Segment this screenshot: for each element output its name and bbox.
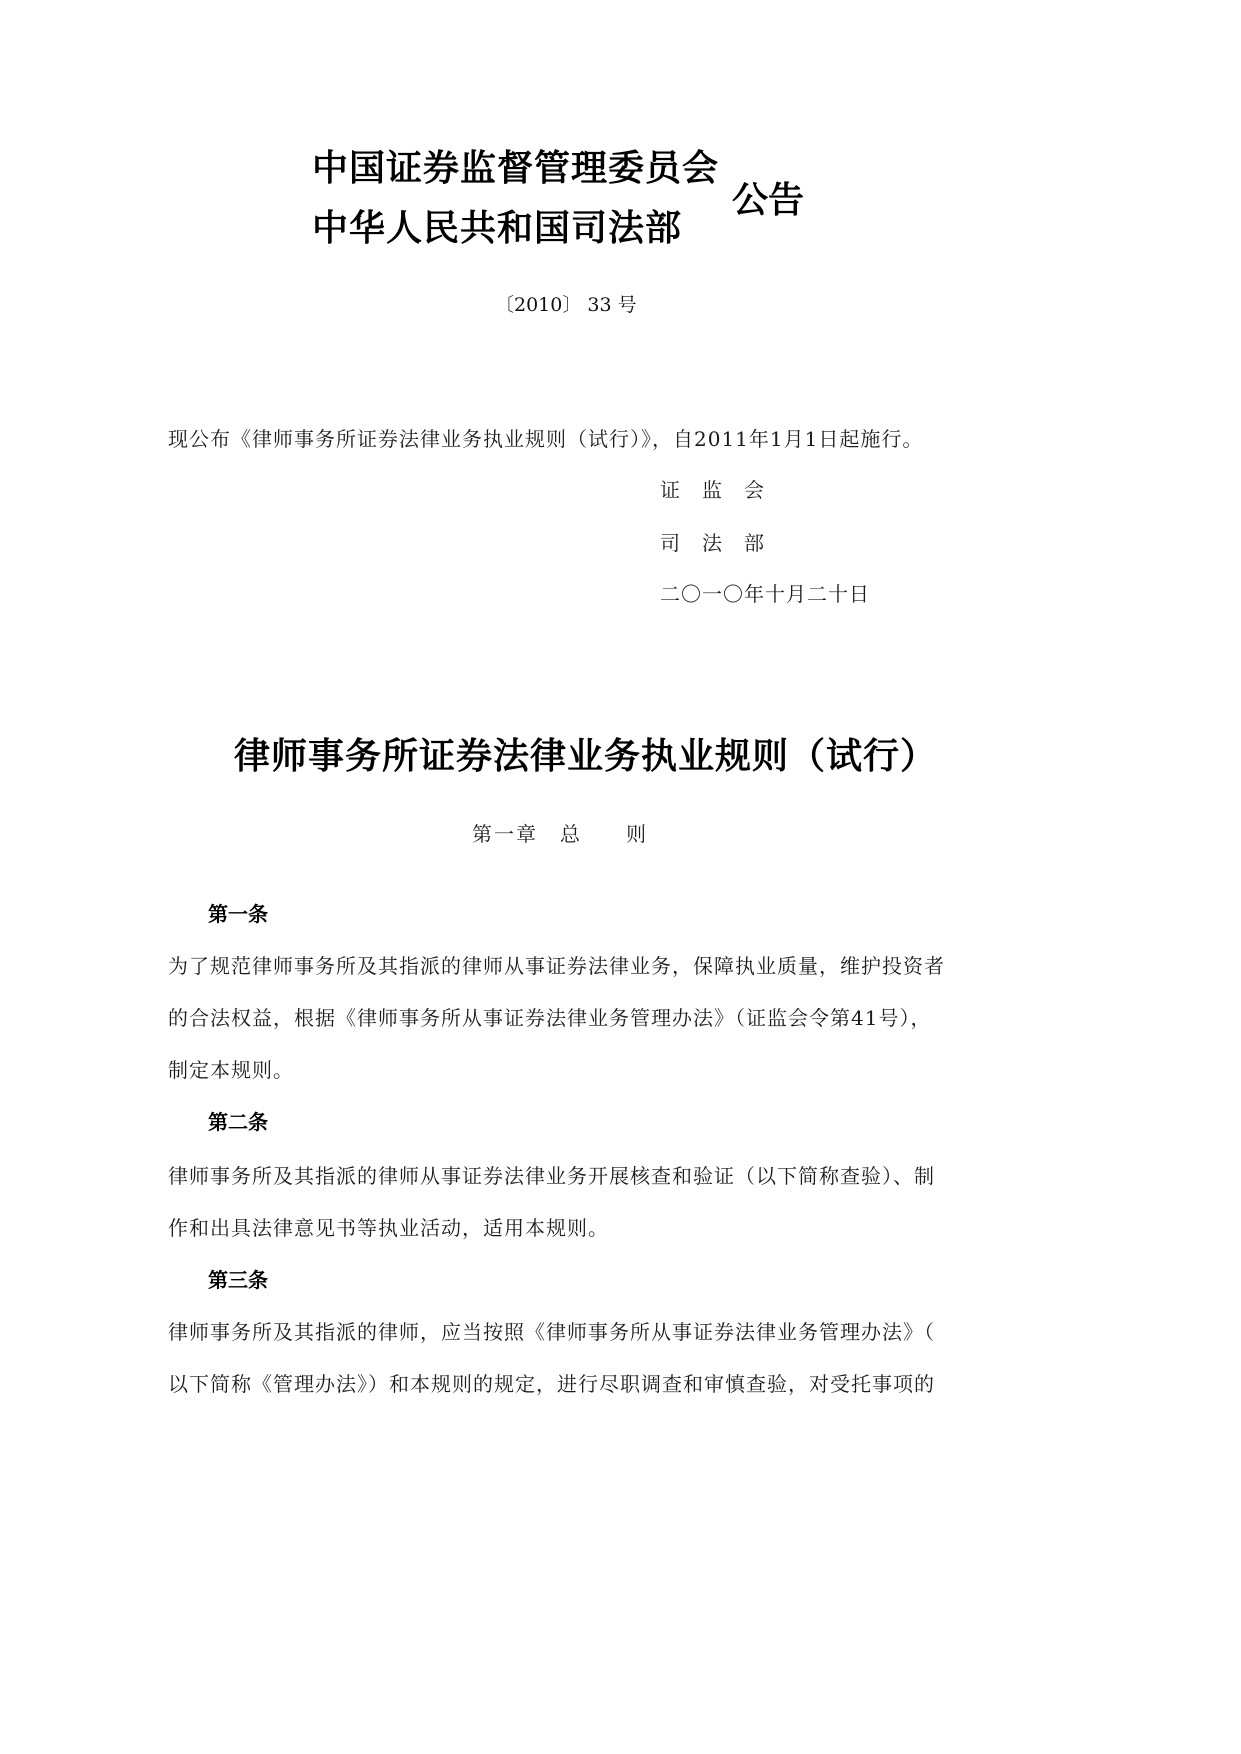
article-1-line-1: 为了规范律师事务所及其指派的律师从事证券法律业务，保障执业质量，维护投资者 bbox=[168, 954, 945, 978]
signatory-csrc: 证 监 会 bbox=[660, 478, 765, 502]
document-number: 〔2010〕 33 号 bbox=[495, 294, 637, 316]
article-1-heading: 第一条 bbox=[208, 902, 268, 926]
article-2-heading: 第二条 bbox=[208, 1110, 268, 1134]
article-1-line-3: 制定本规则。 bbox=[168, 1058, 294, 1082]
chapter-heading: 第一章 总 则 bbox=[472, 822, 648, 846]
announcement-text: 现公布《律师事务所证券法律业务执业规则（试行）》，自2011年1月1日起施行。 bbox=[168, 427, 924, 451]
article-3-heading: 第三条 bbox=[208, 1268, 268, 1292]
article-1-line-2: 的合法权益，根据《律师事务所从事证券法律业务管理办法》（证监会令第41号）， bbox=[168, 1006, 932, 1030]
article-3-line-1: 律师事务所及其指派的律师，应当按照《律师事务所从事证券法律业务管理办法》（ bbox=[168, 1320, 935, 1344]
article-3-line-2: 以下简称《管理办法》）和本规则的规定，进行尽职调查和审慎查验，对受托事项的 bbox=[168, 1372, 935, 1396]
signatory-moj: 司 法 部 bbox=[660, 531, 765, 555]
announcement-date: 二〇一〇年十月二十日 bbox=[660, 582, 870, 606]
rules-title: 律师事务所证券法律业务执业规则（试行） bbox=[234, 736, 938, 777]
article-2-line-2: 作和出具法律意见书等执业活动，适用本规则。 bbox=[168, 1216, 609, 1240]
notice-title: 公告 bbox=[732, 180, 805, 221]
issuer-csrc: 中国证券监督管理委员会 bbox=[312, 148, 720, 189]
article-2-line-1: 律师事务所及其指派的律师从事证券法律业务开展核查和验证（以下简称查验）、制 bbox=[168, 1164, 935, 1188]
issuer-moj: 中华人民共和国司法部 bbox=[312, 208, 683, 249]
